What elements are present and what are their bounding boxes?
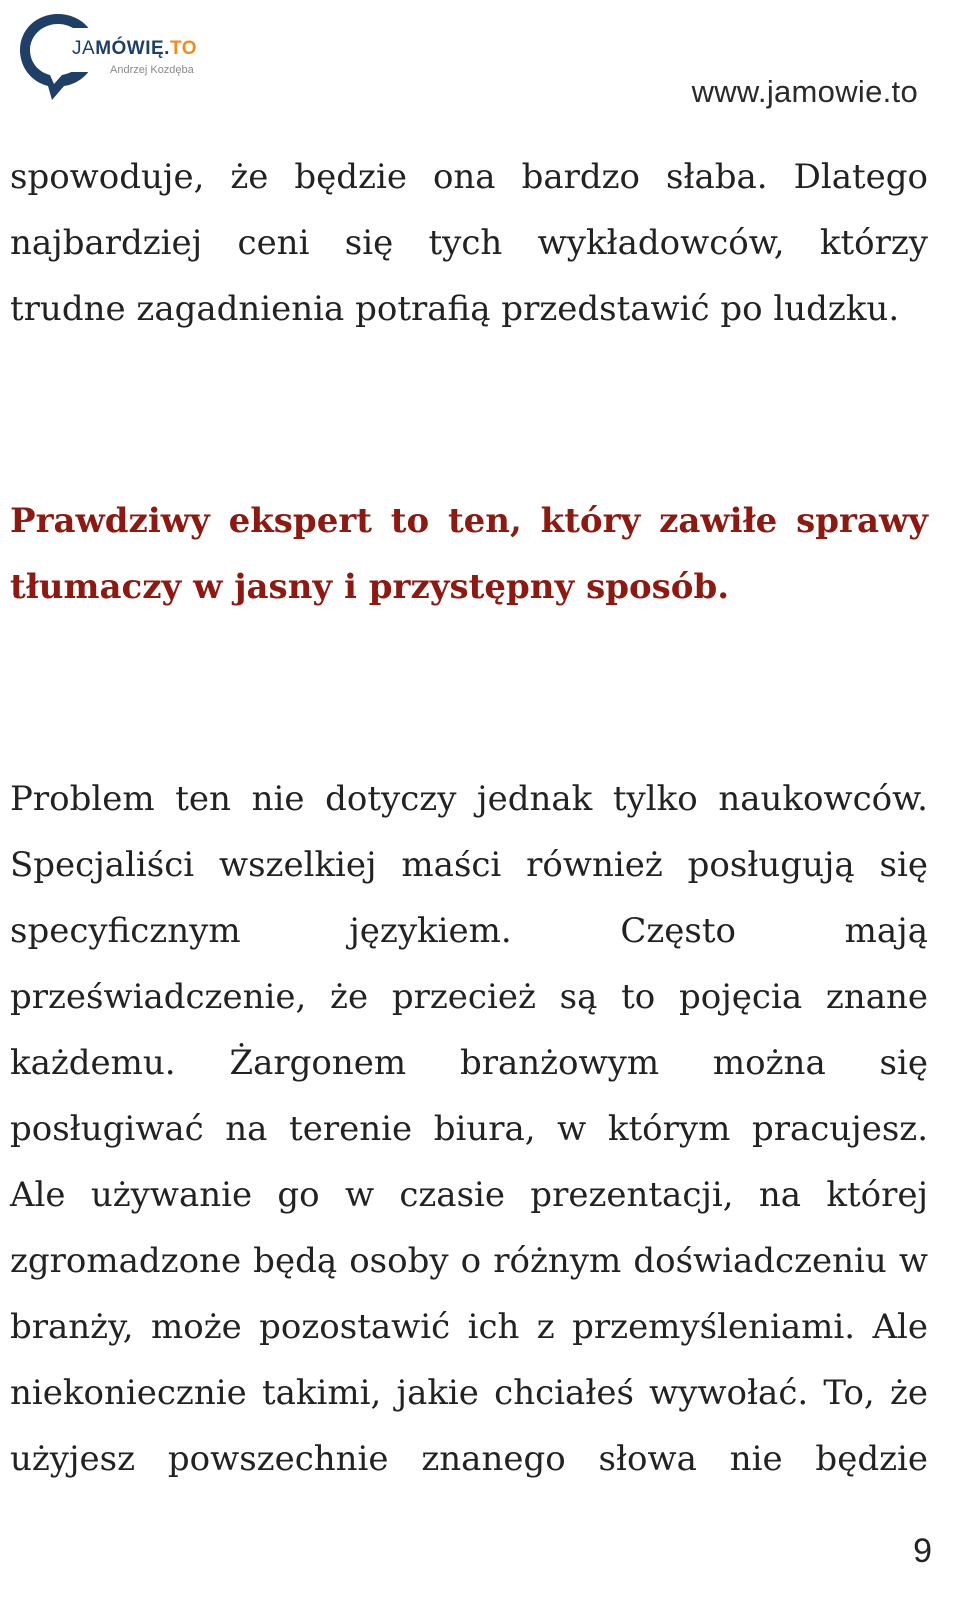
- page-header: [0, 0, 960, 120]
- paragraph-1-block: [10, 144, 928, 342]
- paragraph-2: Problem ten nie dotyczy jednak tylko naukowców. Specjaliści wszelkiej maści również posługują się specyficznym językiem. Często mają przeświadczenie, że przecież są to pojęcia znane każdemu. Żargonem branżowym można się posługiwać na terenie biura, w którym pracujesz. Ale używanie go w czasie prezentacji, na której zgromadzone będą osoby o różnym doświadczeniu w branży, może pozostawić ich z przemyśleniami. Ale niekoniecznie takimi, jakie chciałeś wywołać. To, że użyjesz powszechnie znanego słowa nie będzie: [10, 779, 928, 1479]
- jamowie-logo: [16, 10, 216, 100]
- logo-author: Andrzej Kozdęba: [110, 64, 194, 76]
- logo-wordmark: [72, 38, 197, 60]
- paragraph-2-block: [10, 766, 928, 1492]
- page-number: 9: [913, 1532, 932, 1570]
- highlight-quote: Prawdziwy ekspert to ten, który zawiłe sprawy tłumaczy w jasny i przystępny sposób.: [10, 501, 928, 607]
- paragraph-1: spowoduje, że będzie ona bardzo słaba. Dlatego najbardziej ceni się tych wykładowców, którzy trudne zagadnienia potrafią przedstawić po ludzku.: [10, 157, 928, 329]
- site-url: www.jamowie.to: [691, 74, 918, 109]
- logo-mowie: MÓWIĘ.: [95, 38, 170, 59]
- logo-to: TO: [169, 38, 198, 59]
- logo-ja: JA: [72, 38, 96, 59]
